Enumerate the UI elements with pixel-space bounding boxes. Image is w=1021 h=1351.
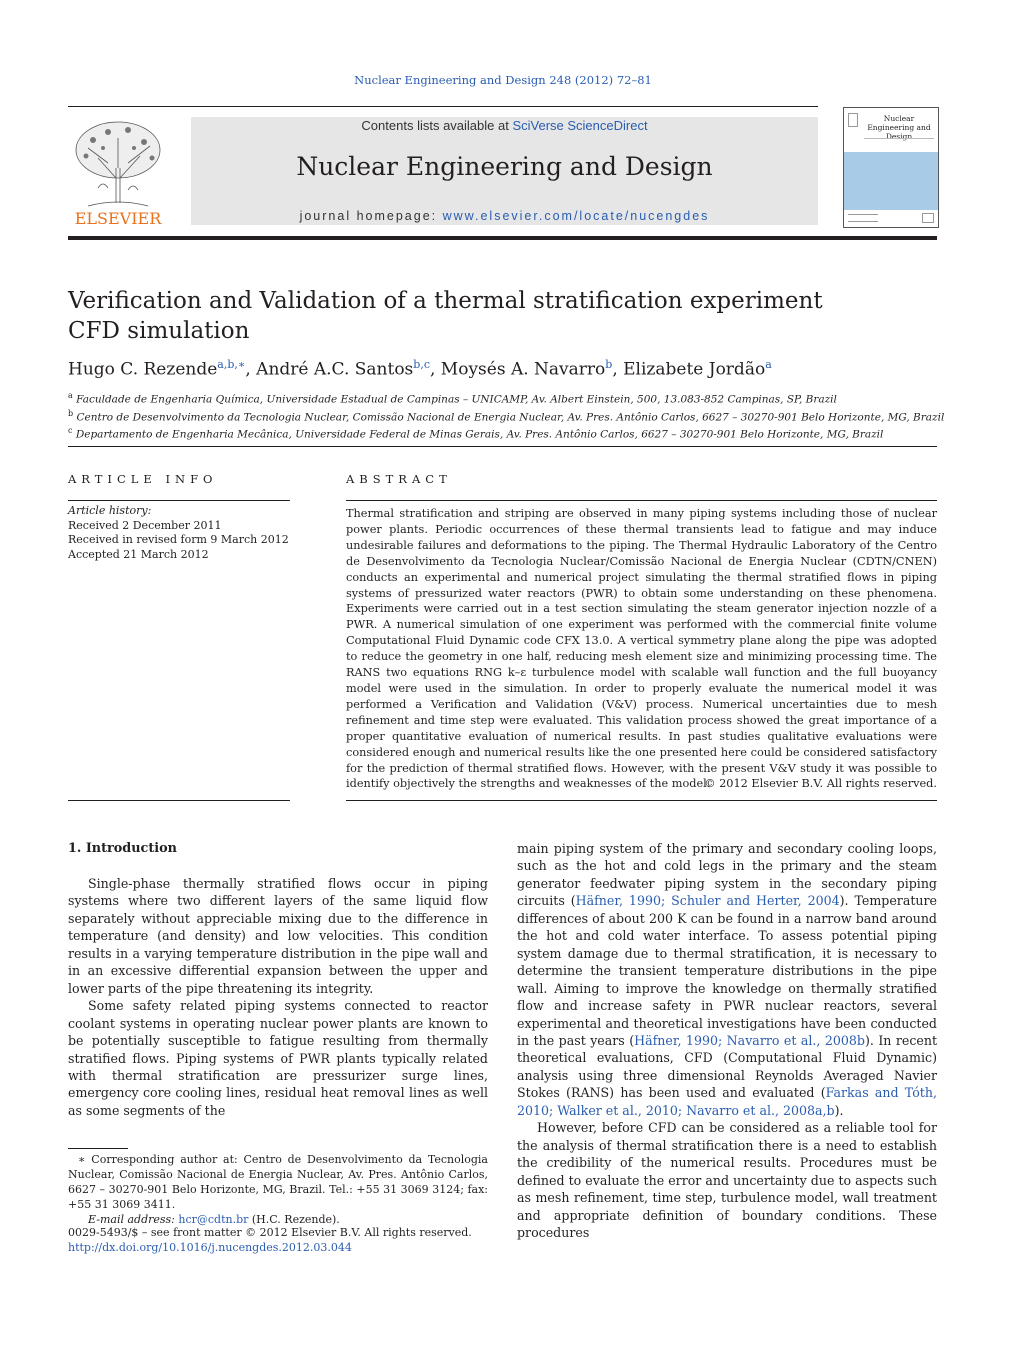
elsevier-logo[interactable] xyxy=(68,118,168,228)
affiliation-text: Departamento de Engenharia Mecânica, Universidade Federal de Minas Gerais, Av. Pres. Antônio Carlos, 6627 – 30270-901 Belo Horizonte, MG, Brazil xyxy=(75,428,884,441)
body-text: ). In recent theoretical evaluations, CFD (Computational Fluid Dynamic) analysis using three dimensional Reynolds Averaged Navier Stokes (RANS) has been used and evaluated ( xyxy=(517,1032,937,1101)
footnote-mark: ∗ xyxy=(78,1153,86,1166)
article-history xyxy=(68,504,290,562)
journal-citation[interactable]: Nuclear Engineering and Design 248 (2012) 72–81 xyxy=(354,73,652,87)
body-left-column xyxy=(68,875,488,1119)
elsevier-tree-icon xyxy=(68,118,168,228)
author-affiliation-marks[interactable]: b xyxy=(605,358,613,371)
footnote-text-block xyxy=(68,1152,488,1212)
article-info-rule-top xyxy=(68,500,290,501)
body-text: main piping system of the primary and secondary cooling loops, such as the hot and cold legs in the primary and the steam generator feedwater piping system in the secondary piping circuits ( xyxy=(517,841,937,909)
cover-divider xyxy=(864,138,934,139)
affiliation-mark: a xyxy=(68,391,73,400)
journal-name: Nuclear Engineering and Design xyxy=(296,152,713,181)
body-text: ). xyxy=(834,1102,844,1118)
history-label: Article history: xyxy=(68,504,152,517)
affiliation-mark: b xyxy=(68,408,74,418)
author-name[interactable]: Elizabete Jordão xyxy=(623,359,766,380)
author-affiliation-marks[interactable]: b,c xyxy=(413,358,430,371)
body-text: ). Temperature differences of about 200 K can be found in a narrow band around the hot and cold water interface. To assess potential piping system damage due to thermal stratification, it is necessary to determine the transient temperature distributions in the pipe wall. Aiming to improve the knowledge on thermally stratified flow and increase safety in PWR nuclear reactors, several experimental and theoretical investigations have been conducted in the past years ( xyxy=(517,893,937,1048)
body-paragraph: Some safety related piping systems connected to reactor coolant systems in operating nuclear power plants are known to be potentially susceptible to fatigue resulting from thermally stratified flows. Piping systems of PWR plants typically related with thermal stratification are pressurizer surge lines, emergency core cooling lines, residual heat removal lines as well as some segments of the xyxy=(68,998,488,1118)
email-link[interactable]: hcr@cdtn.br xyxy=(178,1213,249,1226)
cover-footer-icon xyxy=(848,214,878,222)
issn-block xyxy=(68,1225,488,1255)
corresponding-author-footnote xyxy=(68,1152,488,1227)
article-info-heading: ARTICLE INFO xyxy=(68,472,218,486)
elsevier-wordmark: ELSEVIER xyxy=(74,209,162,228)
footnote-rule xyxy=(68,1148,128,1149)
author-list xyxy=(68,358,772,380)
article-title: Verification and Validation of a thermal stratification experiment CFD simulation xyxy=(68,288,823,344)
abstract-rule-top xyxy=(346,500,937,501)
cover-title: Nuclear Engineering and Design xyxy=(867,114,931,141)
cover-publisher-icon xyxy=(922,213,934,223)
body-paragraph: Single-phase thermally stratified flows occur in piping systems where two different layers of the same liquid flow separately without appreciable mixing due to the difference in temperature (and density) and low velocities. This condition results in a varying temperature distribution in the pipe wall and in an excessive differential expansion between the upper and lower parts of the pipe threatening its integrity. xyxy=(68,876,488,996)
body-right-column xyxy=(517,840,937,1241)
author-affiliation-marks[interactable]: a,b,∗ xyxy=(217,358,246,371)
author-separator: , xyxy=(612,359,624,380)
citation-link[interactable]: Farkas and Tóth, 2010; Walker et al., 2010; Navarro et al., 2008a,b xyxy=(517,1085,937,1118)
section-rule xyxy=(68,446,937,447)
author-separator: , xyxy=(245,359,257,380)
affiliation-item xyxy=(68,389,948,407)
doi-link[interactable]: http://dx.doi.org/10.1016/j.nucengdes.2012.03.044 xyxy=(68,1241,352,1254)
contents-line xyxy=(191,118,818,133)
cover-logo-icon xyxy=(848,113,858,127)
affiliation-text: Centro de Desenvolvimento da Tecnologia Nuclear, Comissão Nacional de Energia Nuclear, Av. Pres. Antônio Carlos, 6627 – 30270-901 Belo Horizonte, MG, Brazil xyxy=(76,411,945,423)
section-heading-introduction: 1. Introduction xyxy=(68,841,177,856)
cover-image xyxy=(844,152,938,210)
homepage-prefix: journal homepage: xyxy=(299,209,443,223)
author-name[interactable]: André A.C. Santos xyxy=(256,359,414,380)
email-suffix: (H.C. Rezende). xyxy=(248,1213,340,1226)
author-name[interactable]: Moysés A. Navarro xyxy=(440,359,606,380)
homepage-link[interactable]: www.elsevier.com/locate/nucengdes xyxy=(442,209,710,223)
accepted-date: Accepted 21 March 2012 xyxy=(68,547,209,561)
cover-top xyxy=(844,108,938,152)
header-rule xyxy=(68,106,818,107)
journal-cover-thumbnail[interactable] xyxy=(843,107,939,228)
affiliations xyxy=(68,389,948,442)
affiliation-item xyxy=(68,424,948,442)
abstract-copyright: © 2012 Elsevier B.V. All rights reserved. xyxy=(704,777,937,790)
header-thick-rule xyxy=(68,236,937,240)
email-label: E-mail address: xyxy=(88,1213,179,1226)
abstract-rule-bottom xyxy=(346,800,937,801)
received-date: Received 2 December 2011 xyxy=(68,518,222,532)
affiliation-mark: c xyxy=(68,426,73,435)
author-affiliation-marks[interactable]: a xyxy=(765,358,772,371)
footnote-text: Corresponding author at: Centro de Desenvolvimento da Tecnologia Nuclear, Comissão Nacional de Energia Nuclear, Av. Pres. Antônio Carlos, 6627 – 30270-901 Belo Horizonte, MG, Brazil. Tel.: +55 31 3069 3124; fax: +55 31 3069 3411. xyxy=(68,1153,488,1211)
abstract-text: Thermal stratification and striping are observed in many piping systems including those of nuclear power plants. Periodic occurrences of these thermal transients lead to fatigue and may induce undesirable failures and deformations to the piping. The Thermal Hydraulic Laboratory of the Centro de Desenvolvimento da Tecnologia Nuclear/Comissão Nacional de Energia Nuclear (CDTN/CNEN) conducts an experimental and numerical project simulating the thermal stratified flows in piping systems of pressurized water reactors (PWR) to obtain some understanding on these phenomena. Experiments were carried out in a test section simulating the steam generator injection nozzle of a PWR. A numerical simulation of one experiment was performed with the commercial finite volume Computational Fluid Dynamic code CFX 13.0. A vertical symmetry plane along the pipe was adopted to reduce the geometry in one half, reducing mesh element size and minimizing processing time. The RANS two equations RNG k–ε turbulence model with scalable wall function and the full buoyancy model were used in the simulation. In order to properly evaluate the numerical model it was performed a Verification and Validation (V&V) process. Numerical uncertainties due to mesh refinement and time step were evaluated. This validation process showed the great importance of a proper quantitative evaluation of numerical results. In past studies qualitative evaluations were considered enough and numerical results like the one presented here could be considered satisfactory for the prediction of thermal stratified flows. However, with the present V&V study it was possible to identify objectively the strengths and weaknesses of the model. xyxy=(346,507,937,791)
article-info-rule-bottom xyxy=(68,800,290,801)
citation-link[interactable]: Häfner, 1990; Navarro et al., 2008b xyxy=(634,1032,865,1048)
body-paragraph xyxy=(517,840,937,1119)
revised-date: Received in revised form 9 March 2012 xyxy=(68,533,289,547)
affiliation-item xyxy=(68,407,948,425)
abstract-heading: ABSTRACT xyxy=(346,472,452,486)
body-paragraph: However, before CFD can be considered as a reliable tool for the analysis of thermal stratification there is a need to establish the credibility of the numerical results. Procedures must be defined to evaluate the error and uncertainty due to aspects such as mesh refinement, time step, turbulence model, wall treatment and appropriate definition of boundary conditions. These procedures xyxy=(517,1120,937,1240)
journal-homepage xyxy=(191,209,818,223)
affiliation-text: Faculdade de Engenharia Química, Universidade Estadual de Campinas – UNICAMP, Av. Albert Einstein, 500, 13.083-852 Campinas, SP, Brazil xyxy=(76,393,837,406)
citation-link[interactable]: Häfner, 1990; Schuler and Herter, 2004 xyxy=(575,893,840,909)
issn-line: 0029-5493/$ – see front matter © 2012 Elsevier B.V. All rights reserved. xyxy=(68,1226,472,1239)
author-separator: , xyxy=(429,359,441,380)
contents-prefix: Contents lists available at xyxy=(361,118,513,133)
sciverse-link[interactable]: SciVerse ScienceDirect xyxy=(512,118,648,133)
author-name[interactable]: Hugo C. Rezende xyxy=(68,359,218,380)
